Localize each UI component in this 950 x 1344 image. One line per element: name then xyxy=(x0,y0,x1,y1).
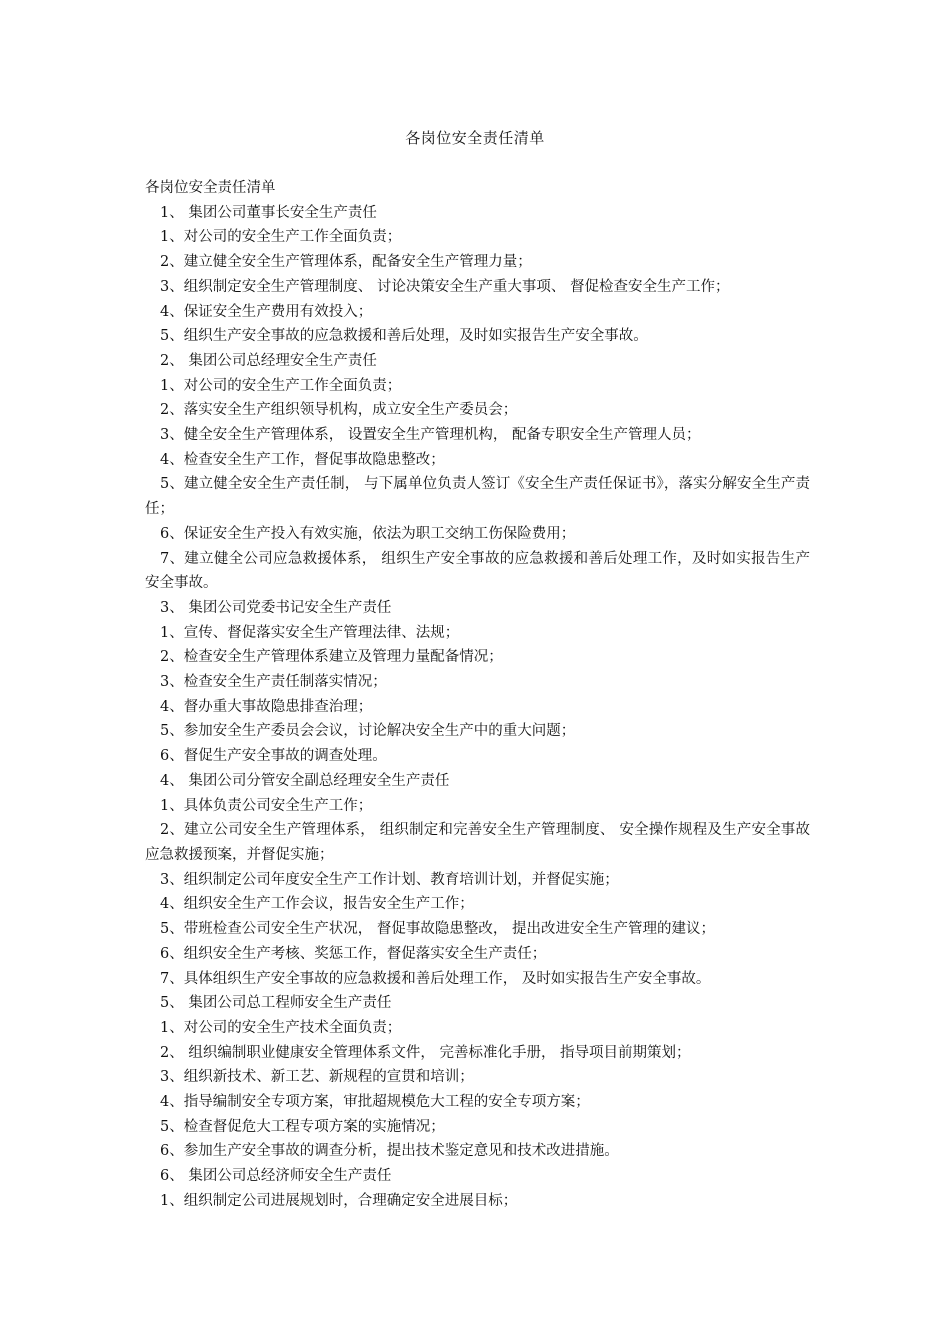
responsibility-item: 6、督促生产安全事故的调查处理。 xyxy=(160,748,387,765)
responsibility-item: 3、组织新技术、新工艺、新规程的宣贯和培训； xyxy=(160,1069,474,1086)
document-subtitle: 各岗位安全责任清单 xyxy=(145,180,276,196)
responsibility-item: 5、参加安全生产委员会会议，讨论解决安全生产中的重大问题； xyxy=(160,723,576,740)
responsibility-item: 3、健全安全生产管理体系， 设置安全生产管理机构， 配备专职安全生产管理人员； xyxy=(160,427,701,444)
responsibility-item: 4、检查安全生产工作，督促事故隐患整改； xyxy=(160,451,445,468)
section-heading: 5、 集团公司总工程师安全生产责任 xyxy=(160,995,392,1012)
responsibility-item: 5、组织生产安全事故的应急救援和善后处理，及时如实报告生产安全事故。 xyxy=(160,328,648,345)
responsibility-item: 1、对公司的安全生产工作全面负责； xyxy=(160,377,402,394)
responsibility-item: 5、建立健全安全生产责任制， 与下属单位负责人签订《安全生产责任保证书》，落实分解安全生产责任； xyxy=(145,476,810,518)
responsibility-item: 4、保证安全生产费用有效投入； xyxy=(160,303,373,320)
section-heading: 2、 集团公司总经理安全生产责任 xyxy=(160,352,377,369)
responsibility-item: 1、组织制定公司进展规划时，合理确定安全进展目标； xyxy=(160,1192,518,1209)
responsibility-item: 6、参加生产安全事故的调查分析，提出技术鉴定意见和技术改进措施。 xyxy=(160,1143,619,1160)
responsibility-item: 2、 组织编制职业健康安全管理体系文件， 完善标准化手册， 指导项目前期策划； xyxy=(160,1044,691,1061)
responsibility-item: 1、宣传、督促落实安全生产管理法律、法规； xyxy=(160,624,460,641)
responsibility-item: 1、具体负责公司安全生产工作； xyxy=(160,797,373,814)
responsibility-item: 7、建立健全公司应急救援体系， 组织生产安全事故的应急救援和善后处理工作，及时如实报告生产安全事故。 xyxy=(145,550,810,592)
responsibility-item: 4、指导编制安全专项方案，审批超规模危大工程的安全专项方案； xyxy=(160,1094,590,1111)
responsibility-item: 4、组织安全生产工作会议，报告安全生产工作； xyxy=(160,896,474,913)
responsibility-item: 4、督办重大事故隐患排查治理； xyxy=(160,698,373,715)
responsibility-item: 6、保证安全生产投入有效实施，依法为职工交纳工伤保险费用； xyxy=(160,525,576,542)
responsibility-item: 3、组织制定安全生产管理制度、 讨论决策安全生产重大事项、 督促检查安全生产工作； xyxy=(160,278,730,295)
responsibility-item: 6、组织安全生产考核、奖惩工作，督促落实安全生产责任； xyxy=(160,945,547,962)
responsibility-item: 2、落实安全生产组织领导机构，成立安全生产委员会； xyxy=(160,402,518,419)
responsibility-item: 3、组织制定公司年度安全生产工作计划、教育培训计划，并督促实施； xyxy=(160,871,619,888)
responsibility-item: 2、建立公司安全生产管理体系， 组织制定和完善安全生产管理制度、 安全操作规程及生产安全事故应急救援预案，并督促实施； xyxy=(145,822,810,863)
document-title: 各岗位安全责任清单 xyxy=(405,129,545,147)
section-heading: 3、 集团公司党委书记安全生产责任 xyxy=(160,599,392,616)
document-body xyxy=(145,176,810,1214)
section-heading: 4、 集团公司分管安全副总经理安全生产责任 xyxy=(160,772,450,789)
section-heading: 6、 集团公司总经济师安全生产责任 xyxy=(160,1168,392,1185)
responsibility-item: 5、带班检查公司安全生产状况， 督促事故隐患整改， 提出改进安全生产管理的建议； xyxy=(160,921,715,938)
section-heading: 1、 集团公司董事长安全生产责任 xyxy=(160,204,377,221)
responsibility-item: 7、具体组织生产安全事故的应急救援和善后处理工作， 及时如实报告生产安全事故。 xyxy=(160,970,711,987)
responsibility-item: 1、对公司的安全生产技术全面负责； xyxy=(160,1019,402,1036)
responsibility-item: 2、建立健全安全生产管理体系，配备安全生产管理力量； xyxy=(160,254,532,271)
responsibility-item: 1、对公司的安全生产工作全面负责； xyxy=(160,229,402,246)
responsibility-item: 5、检查督促危大工程专项方案的实施情况； xyxy=(160,1118,445,1135)
responsibility-item: 2、检查安全生产管理体系建立及管理力量配备情况； xyxy=(160,649,503,666)
responsibility-item: 3、检查安全生产责任制落实情况； xyxy=(160,674,387,691)
